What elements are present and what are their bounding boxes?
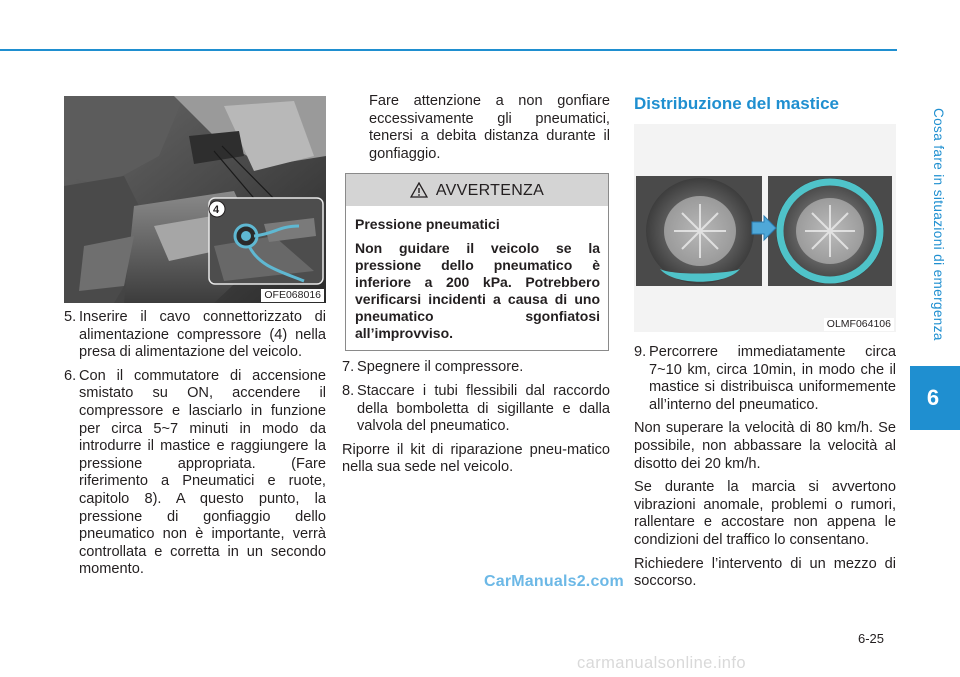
step-text: Percorrere immediatamente circa 7~10 km, circa 10min, in modo che il mastice si distribuisca uniformemente all’interno del pneumatico. <box>649 344 896 413</box>
step-9 <box>634 344 896 414</box>
column-1 <box>64 96 326 579</box>
outro-text: Riporre il kit di riparazione pneu-matico nella sua sede nel veicolo. <box>342 441 610 476</box>
figure-callout-number: 4 <box>213 204 220 216</box>
tire-distribution-illustration <box>634 124 896 332</box>
chapter-title: Cosa fare in situazioni di emergenza <box>931 108 946 341</box>
step-text: Spegnere il compressore. <box>357 359 524 376</box>
footer-watermark: carmanualsonline.info <box>577 654 746 672</box>
warning-box <box>345 173 609 351</box>
step-text: Inserire il cavo connettorizzato di alimentazione compressore (4) nella presa di alimentazione del veicolo. <box>79 309 326 361</box>
warning-text: Non guidare il veicolo se la pressione dello pneumatico è inferiore a 200 kPa. Potrebbero verificarsi incidenti a causa di uno pneumatico sgonfiatosi all’improvviso. <box>355 240 600 342</box>
step-6 <box>64 368 326 579</box>
chapter-number: 6 <box>926 385 940 410</box>
step-8 <box>342 383 610 436</box>
assistance-paragraph: Richiedere l’intervento di un mezzo di soccorso. <box>634 555 896 590</box>
warning-triangle-icon <box>410 182 428 198</box>
step-number: 6. <box>64 367 77 384</box>
warning-subtitle: Pressione pneumatici <box>355 216 500 233</box>
column-3 <box>634 93 896 591</box>
step-number: 7. <box>342 359 355 376</box>
car-interior-figure <box>64 96 326 303</box>
warning-title: AVVERTENZA <box>435 181 545 199</box>
figure-code: OLMF064106 <box>824 318 894 331</box>
tire-distribution-figure <box>634 124 896 332</box>
step-5 <box>64 309 326 362</box>
page-number: 6-25 <box>858 631 885 646</box>
step-text: Staccare i tubi flessibili dal raccordo della bomboletta di sigillante e dalla valvola del pneumatico. <box>357 382 610 435</box>
top-rule <box>0 49 897 51</box>
chapter-tab[interactable] <box>910 366 960 430</box>
step-text: Con il commutatore di accensione smistato su ON, accendere il compressore e lasciarlo in funzione per circa 5~7 minuti in modo da introdurre il mastice e raggiungere la pressione appropriata. (Fare riferimento a Pneumatici e ruote, capitolo 8). A questo punto, la pressione di gonfiaggio dello pneumatico non è importante, verrà controllata e corretta in un secondo momento. <box>79 367 326 578</box>
watermark-link[interactable]: CarManuals2.com <box>484 573 624 590</box>
step-7 <box>342 359 610 377</box>
car-interior-illustration <box>64 96 326 303</box>
step-number: 8. <box>342 382 355 399</box>
figure-code: OFE068016 <box>261 289 324 302</box>
vibration-paragraph: Se durante la marcia si avvertono vibrazioni anomale, problemi o rumori, rallentare e accostare non appena le condizioni del traffico lo consentano. <box>634 479 896 548</box>
warning-body <box>346 206 608 350</box>
step-number: 9. <box>634 344 647 360</box>
column-2 <box>342 93 610 477</box>
intro-text: Fare attenzione a non gonfiare eccessivamente gli pneumatici, tenersi a debita distanza durante il gonfiaggio. <box>369 93 610 162</box>
section-title: Distribuzione del mastice <box>634 94 839 113</box>
speed-paragraph: Non superare la velocità di 80 km/h. Se possibile, non abbassare la velocità al disotto dei 20 km/h. <box>634 420 896 472</box>
step-number: 5. <box>64 309 77 325</box>
warning-header <box>346 174 608 206</box>
